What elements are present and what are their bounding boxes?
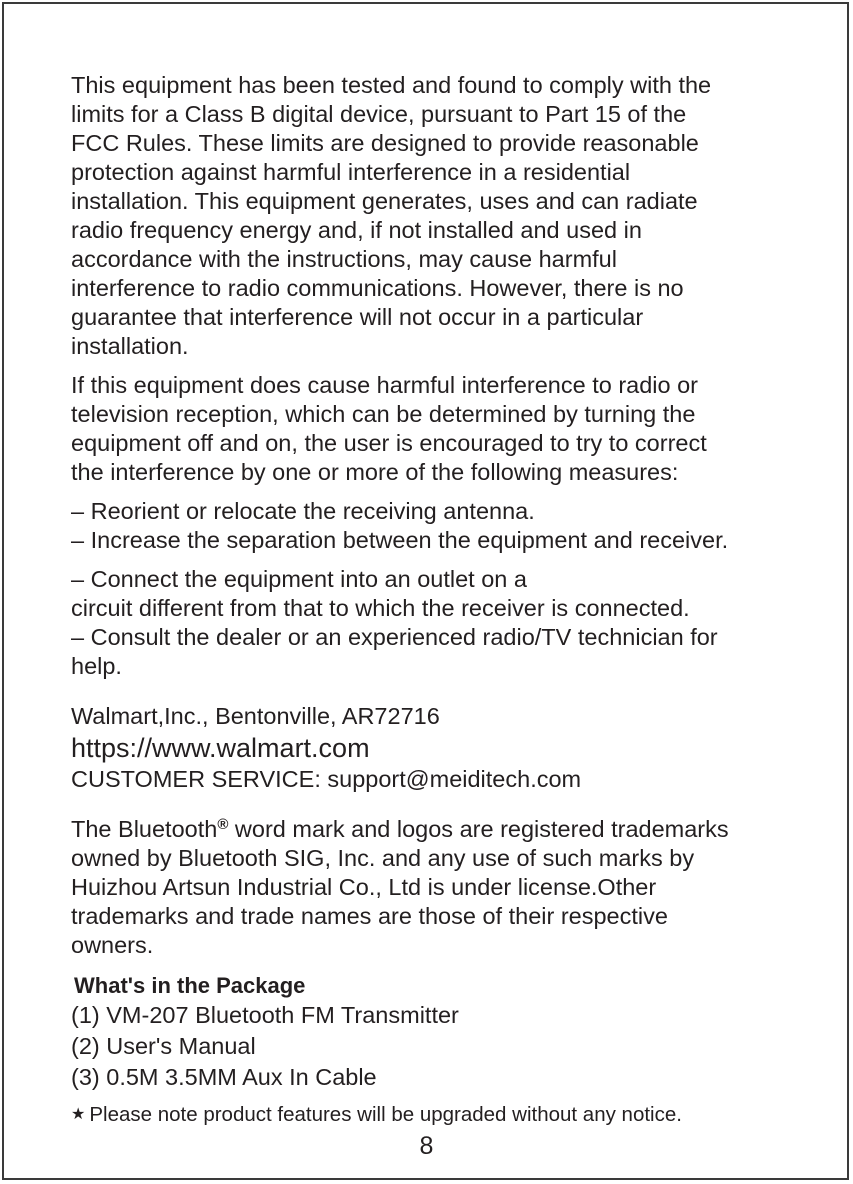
fcc-compliance-statement [71,71,791,361]
text-line: the interference by one or more of the following measures: [71,459,679,485]
measure-item: help. [71,653,122,679]
text-line: television reception, which can be determined by turning the [71,401,696,427]
manual-page-content [71,71,791,1129]
measures-list-b [71,565,791,681]
text-line: trademarks and trade names are those of their respective [71,903,668,929]
text-line: If this equipment does cause harmful interference to radio or [71,372,699,398]
text-line: radio frequency energy and, if not installed and used in [71,217,642,243]
text-line: installation. This equipment generates, uses and can radiate [71,188,698,214]
measure-item: – Reorient or relocate the receiving antenna. [71,498,535,524]
text-line: accordance with the instructions, may cause harmful [71,246,617,272]
measure-item: circuit different from that to which the receiver is connected. [71,595,690,621]
package-item: (3) 0.5M 3.5MM Aux In Cable [71,1064,377,1090]
package-contents-list [71,1000,791,1093]
text-line: guarantee that interference will not occur in a particular [71,304,644,330]
package-contents-heading: What's in the Package [74,973,306,998]
text-line: interference to radio communications. However, there is no [71,275,684,301]
text-line: protection against harmful interference in a residential [71,159,631,185]
company-address: Walmart,Inc., Bentonville, AR72716 [71,703,440,729]
text-line: This equipment has been tested and found to comply with the [71,72,712,98]
text-line: equipment off and on, the user is encouraged to try to correct [71,430,707,456]
trademark-notice [71,815,791,960]
text-line: owners. [71,932,154,958]
package-item: (2) User's Manual [71,1033,256,1059]
text-line [71,815,791,844]
text-line: FCC Rules. These limits are designed to provide reasonable [71,130,699,156]
text-line: owned by Bluetooth SIG, Inc. and any use of such marks by [71,845,695,871]
measures-list-a [71,497,791,555]
registered-mark: ® [217,816,229,833]
trademark-rest: word mark and logos are registered trademarks [228,816,729,842]
upgrade-notice [71,1101,791,1129]
upgrade-notice-text: Please note product features will be upgraded without any notice. [89,1103,682,1126]
contact-block [71,701,791,795]
website-link[interactable]: https://www.walmart.com [71,733,370,763]
package-item: (1) VM-207 Bluetooth FM Transmitter [71,1002,459,1028]
interference-paragraph [71,371,791,487]
measure-item: – Consult the dealer or an experienced radio/TV technician for [71,624,718,650]
text-line: Huizhou Artsun Industrial Co., Ltd is under license.Other [71,874,657,900]
measure-item: – Connect the equipment into an outlet on a [71,566,527,592]
trademark-lead: The Bluetooth [71,816,218,842]
measure-item: – Increase the separation between the equipment and receiver. [71,527,729,553]
customer-service-email[interactable]: CUSTOMER SERVICE: support@meiditech.com [71,766,582,792]
text-line: installation. [71,333,189,359]
star-icon: ★ [71,1106,86,1123]
page-number: 8 [419,1132,434,1160]
text-line: limits for a Class B digital device, pursuant to Part 15 of the [71,101,687,127]
